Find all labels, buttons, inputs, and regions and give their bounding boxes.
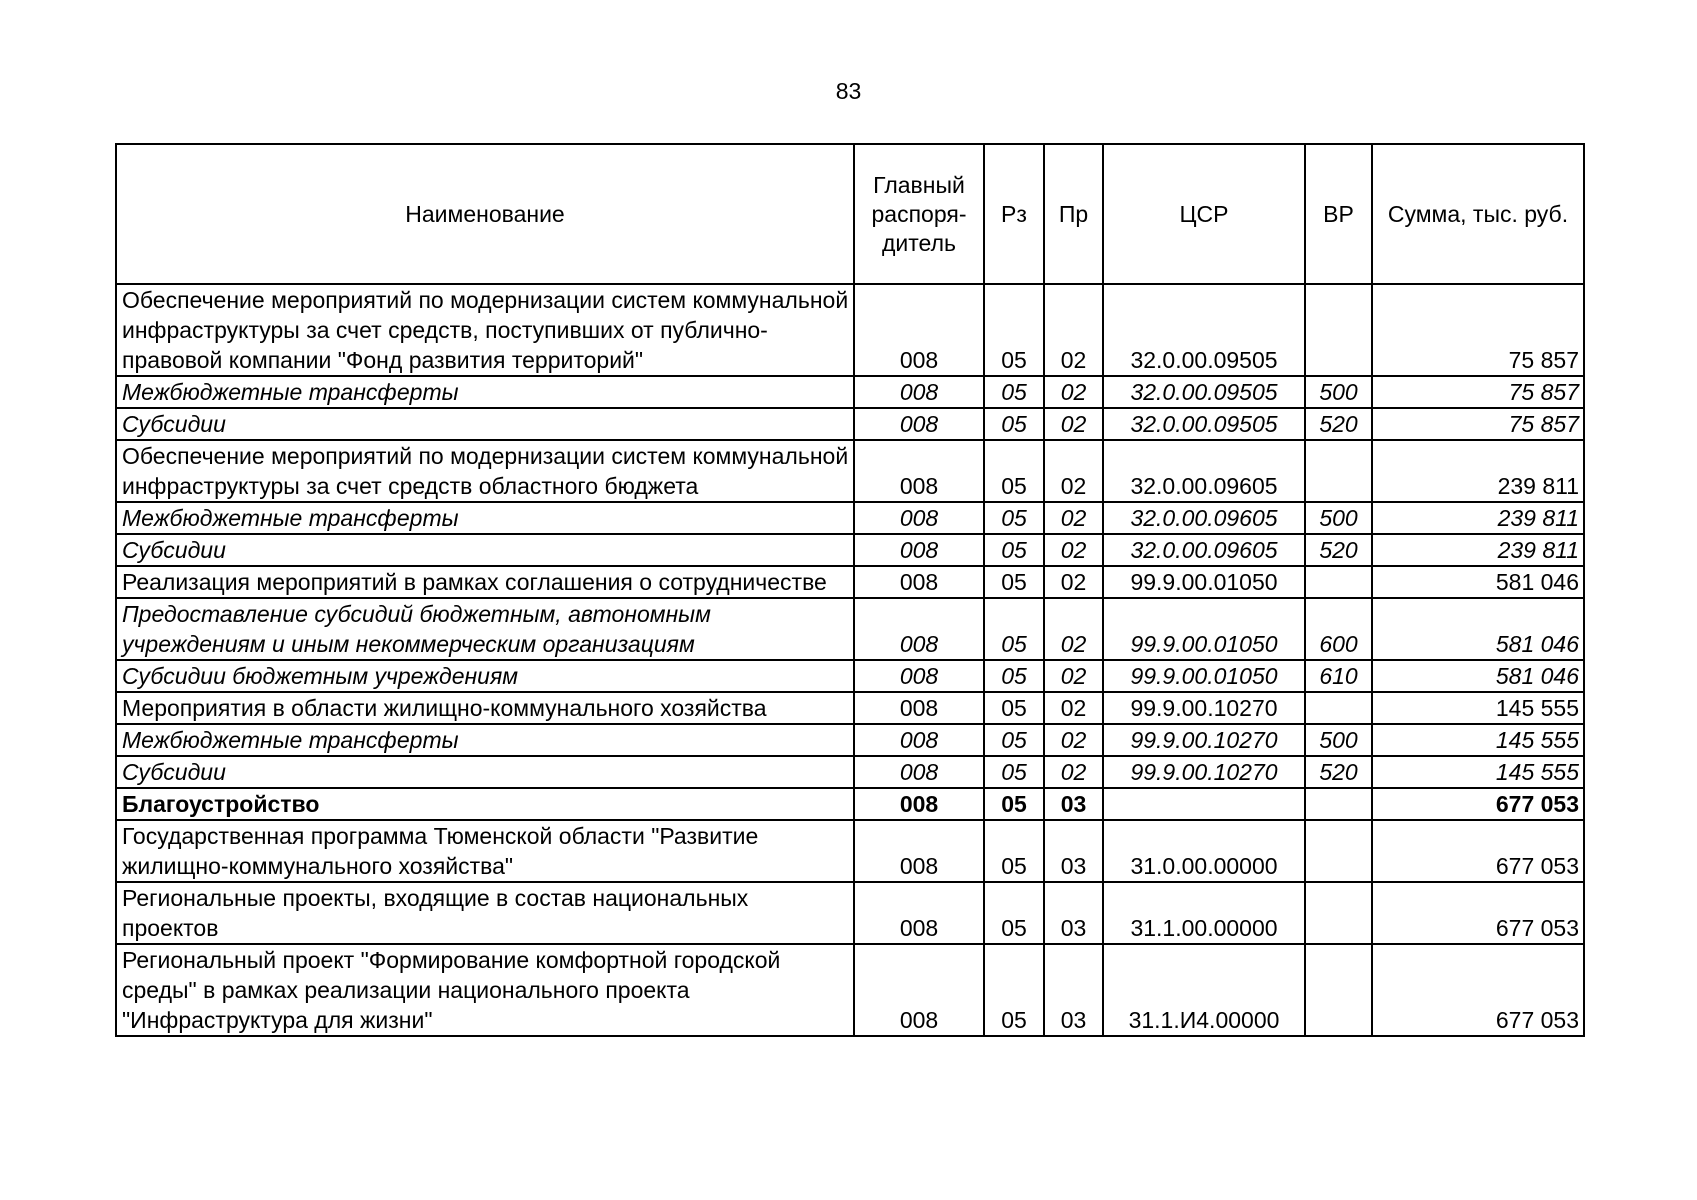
cell-name: Обеспечение мероприятий по модернизации систем коммунальной инфраструктуры за счет средств, поступивших от публично-правовой компании "Фонд развития территорий" <box>116 284 854 376</box>
cell-csr: 99.9.00.10270 <box>1103 756 1305 788</box>
table-row <box>116 284 1584 376</box>
cell-pr: 02 <box>1044 566 1103 598</box>
cell-csr: 31.1.00.00000 <box>1103 882 1305 944</box>
table-row <box>116 692 1584 724</box>
cell-csr <box>1103 788 1305 820</box>
header-csr: ЦСР <box>1103 144 1305 284</box>
cell-vr: 500 <box>1305 724 1372 756</box>
cell-sum: 145 555 <box>1372 692 1584 724</box>
cell-manager: 008 <box>854 440 984 502</box>
cell-csr: 99.9.00.01050 <box>1103 566 1305 598</box>
cell-manager: 008 <box>854 724 984 756</box>
cell-vr: 500 <box>1305 376 1372 408</box>
cell-name: Межбюджетные трансферты <box>116 724 854 756</box>
cell-manager: 008 <box>854 882 984 944</box>
cell-pr: 03 <box>1044 788 1103 820</box>
cell-csr: 32.0.00.09505 <box>1103 408 1305 440</box>
cell-pr: 02 <box>1044 598 1103 660</box>
table-row <box>116 440 1584 502</box>
cell-pr: 02 <box>1044 724 1103 756</box>
table-row <box>116 502 1584 534</box>
cell-vr <box>1305 692 1372 724</box>
cell-name: Мероприятия в области жилищно-коммунального хозяйства <box>116 692 854 724</box>
header-vr: ВР <box>1305 144 1372 284</box>
table-row <box>116 820 1584 882</box>
cell-pr: 02 <box>1044 408 1103 440</box>
cell-manager: 008 <box>854 756 984 788</box>
cell-sum: 581 046 <box>1372 598 1584 660</box>
cell-rz: 05 <box>984 566 1044 598</box>
cell-vr: 520 <box>1305 408 1372 440</box>
cell-name: Межбюджетные трансферты <box>116 502 854 534</box>
cell-sum: 75 857 <box>1372 284 1584 376</box>
header-manager: Главный распоря-дитель <box>854 144 984 284</box>
cell-vr <box>1305 944 1372 1036</box>
cell-rz: 05 <box>984 502 1044 534</box>
cell-sum: 677 053 <box>1372 882 1584 944</box>
cell-name: Региональный проект "Формирование комфортной городской среды" в рамках реализации национального проекта "Инфраструктура для жизни" <box>116 944 854 1036</box>
cell-rz: 05 <box>984 692 1044 724</box>
cell-vr <box>1305 440 1372 502</box>
cell-csr: 99.9.00.01050 <box>1103 598 1305 660</box>
cell-pr: 02 <box>1044 756 1103 788</box>
cell-vr <box>1305 284 1372 376</box>
header-sum: Сумма, тыс. руб. <box>1372 144 1584 284</box>
cell-csr: 32.0.00.09605 <box>1103 502 1305 534</box>
table-row <box>116 788 1584 820</box>
cell-manager: 008 <box>854 692 984 724</box>
cell-name: Обеспечение мероприятий по модернизации систем коммунальной инфраструктуры за счет средств областного бюджета <box>116 440 854 502</box>
table-row <box>116 724 1584 756</box>
cell-pr: 02 <box>1044 284 1103 376</box>
cell-sum: 581 046 <box>1372 566 1584 598</box>
cell-sum: 145 555 <box>1372 756 1584 788</box>
cell-manager: 008 <box>854 598 984 660</box>
cell-name: Субсидии <box>116 408 854 440</box>
table-row <box>116 408 1584 440</box>
cell-csr: 99.9.00.10270 <box>1103 724 1305 756</box>
cell-name: Предоставление субсидий бюджетным, автономным учреждениям и иным некоммерческим организациям <box>116 598 854 660</box>
cell-sum: 581 046 <box>1372 660 1584 692</box>
cell-sum: 677 053 <box>1372 820 1584 882</box>
cell-csr: 32.0.00.09505 <box>1103 284 1305 376</box>
header-pr: Пр <box>1044 144 1103 284</box>
cell-rz: 05 <box>984 534 1044 566</box>
cell-vr: 520 <box>1305 756 1372 788</box>
cell-vr <box>1305 566 1372 598</box>
cell-rz: 05 <box>984 598 1044 660</box>
table-row <box>116 660 1584 692</box>
cell-vr: 500 <box>1305 502 1372 534</box>
cell-name: Благоустройство <box>116 788 854 820</box>
table-body <box>116 284 1584 1036</box>
cell-csr: 32.0.00.09605 <box>1103 440 1305 502</box>
header-rz: Рз <box>984 144 1044 284</box>
cell-pr: 03 <box>1044 944 1103 1036</box>
cell-sum: 75 857 <box>1372 376 1584 408</box>
table-row <box>116 944 1584 1036</box>
cell-rz: 05 <box>984 882 1044 944</box>
cell-name: Реализация мероприятий в рамках соглашения о сотрудничестве <box>116 566 854 598</box>
cell-pr: 02 <box>1044 502 1103 534</box>
cell-name: Межбюджетные трансферты <box>116 376 854 408</box>
cell-rz: 05 <box>984 376 1044 408</box>
cell-name: Субсидии <box>116 756 854 788</box>
cell-rz: 05 <box>984 660 1044 692</box>
cell-sum: 677 053 <box>1372 788 1584 820</box>
cell-manager: 008 <box>854 566 984 598</box>
cell-manager: 008 <box>854 376 984 408</box>
cell-pr: 02 <box>1044 692 1103 724</box>
cell-csr: 99.9.00.10270 <box>1103 692 1305 724</box>
cell-rz: 05 <box>984 440 1044 502</box>
cell-sum: 239 811 <box>1372 440 1584 502</box>
header-name: Наименование <box>116 144 854 284</box>
cell-pr: 02 <box>1044 534 1103 566</box>
table-row <box>116 882 1584 944</box>
cell-csr: 32.0.00.09605 <box>1103 534 1305 566</box>
cell-manager: 008 <box>854 284 984 376</box>
cell-sum: 239 811 <box>1372 502 1584 534</box>
cell-sum: 75 857 <box>1372 408 1584 440</box>
cell-pr: 03 <box>1044 882 1103 944</box>
cell-sum: 145 555 <box>1372 724 1584 756</box>
budget-table <box>115 143 1585 1037</box>
cell-vr: 600 <box>1305 598 1372 660</box>
cell-pr: 02 <box>1044 376 1103 408</box>
page-number: 83 <box>835 78 862 104</box>
cell-rz: 05 <box>984 724 1044 756</box>
table-row <box>116 566 1584 598</box>
cell-csr: 32.0.00.09505 <box>1103 376 1305 408</box>
cell-manager: 008 <box>854 408 984 440</box>
cell-vr <box>1305 788 1372 820</box>
cell-sum: 239 811 <box>1372 534 1584 566</box>
cell-rz: 05 <box>984 820 1044 882</box>
cell-manager: 008 <box>854 788 984 820</box>
cell-vr <box>1305 882 1372 944</box>
cell-vr: 610 <box>1305 660 1372 692</box>
cell-csr: 31.1.И4.00000 <box>1103 944 1305 1036</box>
cell-manager: 008 <box>854 660 984 692</box>
cell-rz: 05 <box>984 284 1044 376</box>
cell-csr: 99.9.00.01050 <box>1103 660 1305 692</box>
cell-name: Государственная программа Тюменской области "Развитие жилищно-коммунального хозяйства" <box>116 820 854 882</box>
cell-vr: 520 <box>1305 534 1372 566</box>
cell-manager: 008 <box>854 502 984 534</box>
cell-rz: 05 <box>984 944 1044 1036</box>
cell-sum: 677 053 <box>1372 944 1584 1036</box>
table-row <box>116 598 1584 660</box>
cell-rz: 05 <box>984 408 1044 440</box>
cell-pr: 03 <box>1044 820 1103 882</box>
cell-manager: 008 <box>854 534 984 566</box>
header-row <box>116 144 1584 284</box>
cell-name: Субсидии бюджетным учреждениям <box>116 660 854 692</box>
cell-rz: 05 <box>984 756 1044 788</box>
table-row <box>116 534 1584 566</box>
cell-name: Региональные проекты, входящие в состав национальных проектов <box>116 882 854 944</box>
table-row <box>116 376 1584 408</box>
cell-name: Субсидии <box>116 534 854 566</box>
cell-rz: 05 <box>984 788 1044 820</box>
cell-manager: 008 <box>854 820 984 882</box>
cell-csr: 31.0.00.00000 <box>1103 820 1305 882</box>
cell-vr <box>1305 820 1372 882</box>
cell-manager: 008 <box>854 944 984 1036</box>
table-row <box>116 756 1584 788</box>
cell-pr: 02 <box>1044 660 1103 692</box>
cell-pr: 02 <box>1044 440 1103 502</box>
